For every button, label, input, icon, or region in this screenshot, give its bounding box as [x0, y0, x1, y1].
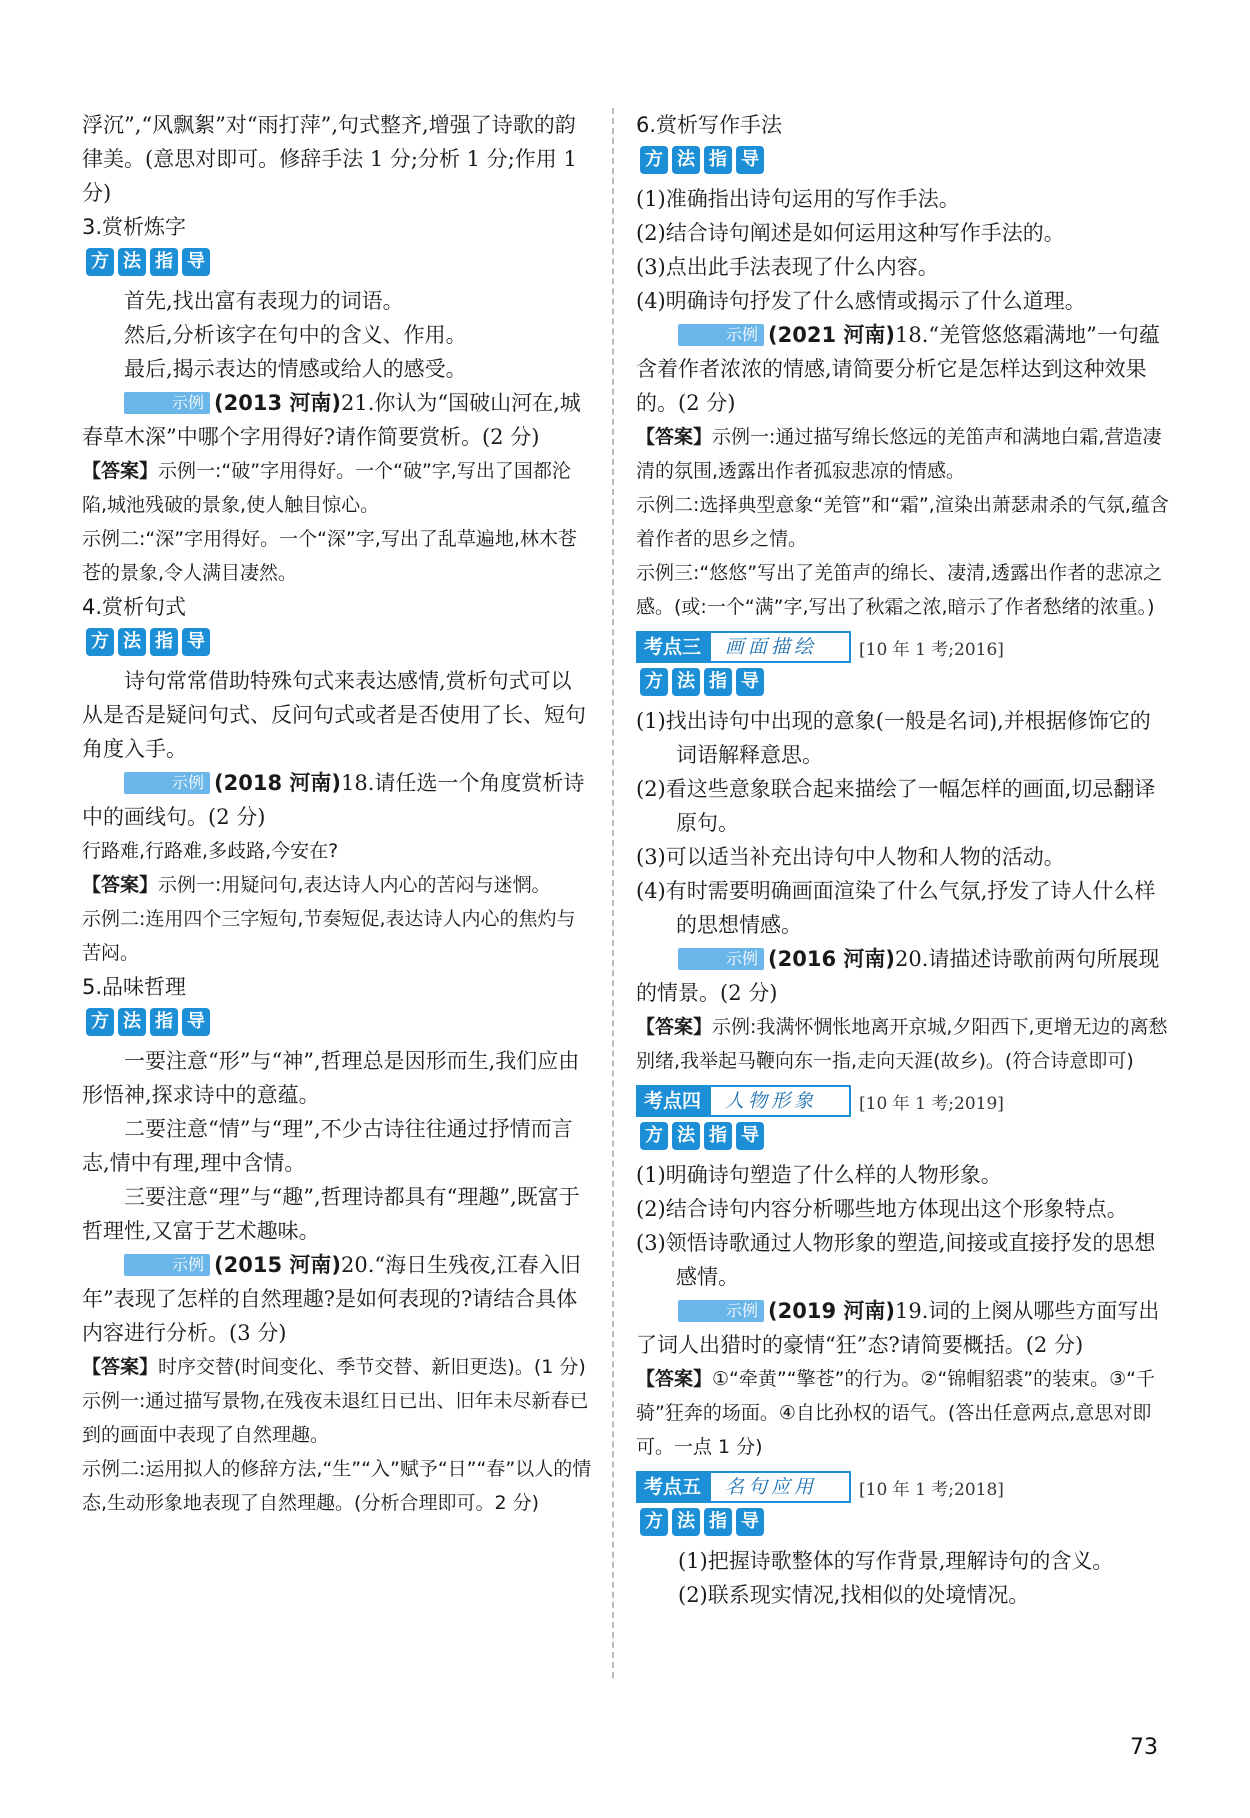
- example-tag: 示例: [124, 772, 210, 794]
- kaodian-frequency: [10 年 1 考;2019]: [859, 1093, 1004, 1114]
- kaodian-header: [636, 1470, 1171, 1504]
- step-text: (2)结合诗句内容分析哪些地方体现出这个形象特点。: [636, 1197, 1128, 1221]
- answer-text: 【答案】①“牵黄”“擎苍”的行为。②“锦帽貂裘”的装束。③“千骑”狂奔的场面。④自比孙权的语气。(答出任意两点,意思对即可。一点 1 分): [636, 1368, 1156, 1458]
- kaodian-frequency: [10 年 1 考;2016]: [859, 639, 1004, 660]
- step-text: (2)联系现实情况,找相似的处境情况。: [678, 1583, 1030, 1607]
- kaodian-label: 考点四: [636, 1085, 709, 1117]
- example-tag: 示例: [678, 324, 764, 346]
- kaodian-title: 人物形象: [709, 1085, 851, 1117]
- step-text: (2)看这些意象联合起来描绘了一幅怎样的画面,切忌翻译原句。: [636, 777, 1156, 835]
- method-guide-badge: 方 法 指 导: [640, 1508, 1171, 1540]
- guide-text: 二要注意“情”与“理”,不少古诗往往通过抒情而言志,情中有理,理中含情。: [82, 1117, 573, 1175]
- section-4-title: 4.赏析句式: [82, 595, 187, 619]
- method-guide-badge: 方 法 指 导: [86, 628, 592, 660]
- kaodian-header: [636, 630, 1171, 664]
- answer-text: 【答案】示例一:用疑问句,表达诗人内心的苦闷与迷惘。: [82, 874, 551, 896]
- method-guide-badge: 方 法 指 导: [86, 1008, 592, 1040]
- guide-text: 三要注意“理”与“趣”,哲理诗都具有“理趣”,既富于哲理性,又富于艺术趣味。: [82, 1185, 580, 1243]
- example-question: 示例 (2018 河南)18.请任选一个角度赏析诗中的画线句。(2 分): [82, 771, 585, 829]
- answer-text: 示例二:“深”字用得好。一个“深”字,写出了乱草遍地,林木苍苍的景象,令人满目凄然。: [82, 528, 577, 584]
- step-text: (1)明确诗句塑造了什么样的人物形象。: [636, 1163, 1002, 1187]
- guide-text: 一要注意“形”与“神”,哲理总是因形而生,我们应由形悟神,探求诗中的意蕴。: [82, 1049, 580, 1107]
- column-divider: [612, 108, 614, 1678]
- page-number: 73: [1130, 1735, 1158, 1760]
- answer-text: 【答案】时序交替(时间变化、季节交替、新旧更迭)。(1 分): [82, 1356, 586, 1378]
- kaodian-header: [636, 1084, 1171, 1118]
- answer-text: 【答案】示例:我满怀惆怅地离开京城,夕阳西下,更增无边的离愁别绪,我举起马鞭向东一指,走向天涯(故乡)。(符合诗意即可): [636, 1016, 1168, 1072]
- example-tag: 示例: [124, 392, 210, 414]
- example-question: 示例 (2015 河南)20.“海日生残夜,江春入旧年”表现了怎样的自然理趣?是如何表现的?请结合具体内容进行分析。(3 分): [82, 1253, 581, 1345]
- kaodian-frequency: [10 年 1 考;2018]: [859, 1479, 1004, 1500]
- kaodian-label: 考点三: [636, 631, 709, 663]
- example-question: 示例 (2019 河南)19.词的上阕从哪些方面写出了词人出猎时的豪情“狂”态?请简要概括。(2 分): [636, 1299, 1160, 1357]
- answer-text: 示例二:选择典型意象“羌管”和“霜”,渲染出萧瑟肃杀的气氛,蕴含着作者的思乡之情。: [636, 494, 1169, 550]
- example-tag: 示例: [678, 948, 764, 970]
- answer-text: 示例二:运用拟人的修辞方法,“生”“入”赋予“日”“春”以人的情态,生动形象地表现了自然理趣。(分析合理即可。2 分): [82, 1458, 592, 1514]
- intro-text: 浮沉”,“风飘絮”对“雨打萍”,句式整齐,增强了诗歌的韵律美。(意思对即可。修辞手法 1 分;分析 1 分;作用 1 分): [82, 113, 577, 205]
- example-tag: 示例: [124, 1254, 210, 1276]
- example-question: 示例 (2013 河南)21.你认为“国破山河在,城春草木深”中哪个字用得好?请作简要赏析。(2 分): [82, 391, 581, 449]
- right-column: [636, 108, 1171, 1612]
- left-column: [82, 108, 592, 1520]
- step-text: (1)准确指出诗句运用的写作手法。: [636, 187, 960, 211]
- step-text: (3)点出此手法表现了什么内容。: [636, 255, 939, 279]
- answer-text: 示例一:通过描写景物,在残夜未退红日已出、旧年未尽新春已到的画面中表现了自然理趣。: [82, 1390, 589, 1446]
- example-question: 示例 (2016 河南)20.请描述诗歌前两句所展现的情景。(2 分): [636, 947, 1160, 1005]
- section-6-title: 6.赏析写作手法: [636, 113, 783, 137]
- step-text: 首先,找出富有表现力的词语。: [124, 289, 404, 313]
- guide-text: 诗句常常借助特殊句式来表达感情,赏析句式可以从是否是疑问句式、反问句式或者是否使用了长、短句角度入手。: [82, 669, 586, 761]
- method-guide-badge: 方 法 指 导: [640, 1122, 1171, 1154]
- method-guide-badge: 方 法 指 导: [640, 668, 1171, 700]
- answer-text: 示例三:“悠悠”写出了羌笛声的绵长、凄清,透露出作者的悲凉之感。(或:一个“满”字,写出了秋霜之浓,暗示了作者愁绪的浓重。): [636, 562, 1163, 618]
- section-5-title: 5.品味哲理: [82, 975, 187, 999]
- example-question: 示例 (2021 河南)18.“羌管悠悠霜满地”一句蕴含着作者浓浓的情感,请简要分析它是怎样达到这种效果的。(2 分): [636, 323, 1160, 415]
- method-guide-badge: 方 法 指 导: [640, 146, 1171, 178]
- step-text: (3)领悟诗歌通过人物形象的塑造,间接或直接抒发的思想感情。: [636, 1231, 1156, 1289]
- method-guide-badge: 方 法 指 导: [86, 248, 592, 280]
- answer-text: 示例二:连用四个三字短句,节奏短促,表达诗人内心的焦灼与苦闷。: [82, 908, 576, 964]
- step-text: (4)有时需要明确画面渲染了什么气氛,抒发了诗人什么样的思想情感。: [636, 879, 1156, 937]
- step-text: (1)找出诗句中出现的意象(一般是名词),并根据修饰它的词语解释意思。: [636, 709, 1151, 767]
- step-text: (4)明确诗句抒发了什么感情或揭示了什么道理。: [636, 289, 1086, 313]
- kaodian-title: 画面描绘: [709, 631, 851, 663]
- section-3-title: 3.赏析炼字: [82, 215, 187, 239]
- kaodian-title: 名句应用: [709, 1471, 851, 1503]
- answer-text: 【答案】示例一:通过描写绵长悠远的羌笛声和满地白霜,营造凄清的氛围,透露出作者孤寂悲凉的情感。: [636, 426, 1162, 482]
- example-tag: 示例: [678, 1300, 764, 1322]
- step-text: 最后,揭示表达的情感或给人的感受。: [124, 357, 467, 381]
- step-text: (3)可以适当补充出诗句中人物和人物的活动。: [636, 845, 1065, 869]
- step-text: (2)结合诗句阐述是如何运用这种写作手法的。: [636, 221, 1065, 245]
- step-text: 然后,分析该字在句中的含义、作用。: [124, 323, 467, 347]
- step-text: (1)把握诗歌整体的写作背景,理解诗句的含义。: [678, 1549, 1114, 1573]
- quote-text: 行路难,行路难,多歧路,今安在?: [82, 840, 339, 862]
- kaodian-label: 考点五: [636, 1471, 709, 1503]
- answer-text: 【答案】示例一:“破”字用得好。一个“破”字,写出了国都沦陷,城池残破的景象,使人触目惊心。: [82, 460, 571, 516]
